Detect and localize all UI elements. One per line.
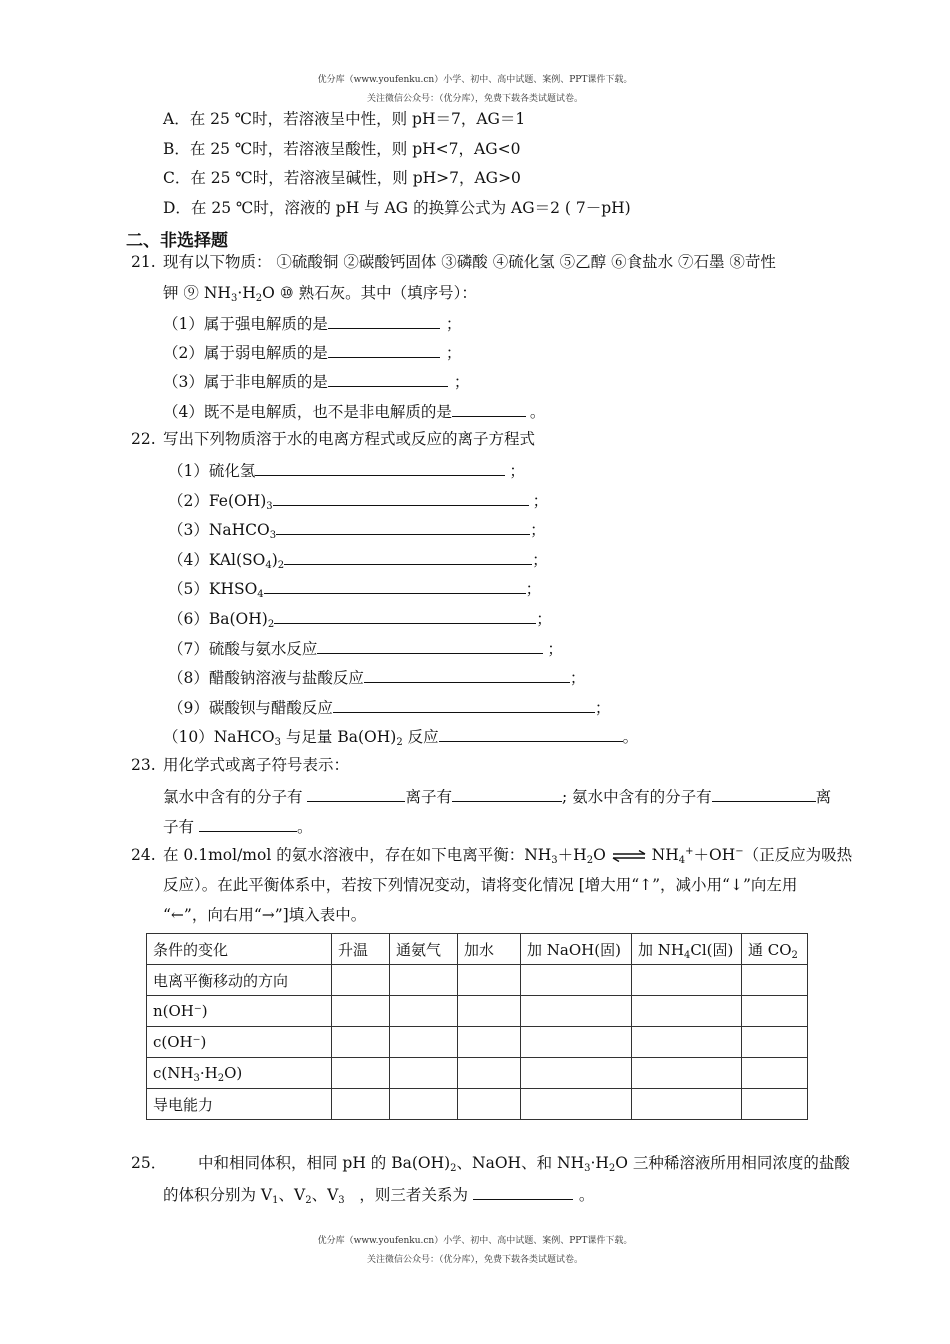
header-line-2: 关注微信公众号：（优分库），免费下载各类试题试卷。 — [366, 94, 583, 104]
sub: 4 — [678, 855, 686, 866]
semicolon: ； — [453, 373, 470, 391]
table-header-cell: 加 $NH_4Cl$(固) — [632, 934, 742, 965]
answer-cell[interactable] — [332, 996, 390, 1027]
answer-cell[interactable] — [458, 1058, 521, 1089]
period: 。 — [296, 818, 313, 836]
q25-text-d: O 三种稀溶液所用相同浓度的盐酸 — [615, 1154, 850, 1172]
answer-cell[interactable] — [521, 996, 632, 1027]
answer-blank[interactable] — [439, 724, 623, 742]
q22-item-3-label: （3）NaHCO — [168, 521, 270, 539]
option-d: D．在 25 ℃时，溶液的 pH 与 AG 的换算公式为 AG＝2 ( 7－pH) — [163, 199, 631, 217]
q21-part-3 — [163, 369, 469, 393]
sub: 2 — [450, 1163, 457, 1174]
q25-text-b: 、NaOH、和 NH — [456, 1154, 585, 1172]
answer-cell[interactable] — [742, 996, 808, 1027]
q24-number: 24. — [131, 846, 156, 864]
q22-item-4 — [168, 547, 548, 571]
answer-blank[interactable] — [328, 369, 448, 387]
answer-blank[interactable] — [328, 311, 440, 329]
table-header-cell: 加 NaOH(固) — [521, 934, 632, 965]
table-header-cell: 加水 — [458, 934, 521, 965]
sub: 2 — [586, 855, 594, 866]
semicolon: ； — [530, 521, 546, 539]
answer-blank[interactable] — [284, 547, 532, 565]
q23-ions-label: 子有 — [163, 818, 199, 836]
row-label: n(OH⁻) — [147, 996, 332, 1027]
sub: 3 — [269, 530, 277, 541]
footer-line-2: 关注微信公众号：（优分库），免费下载各类试题试卷。 — [366, 1255, 583, 1265]
q21-line-2-b: ·H — [237, 284, 256, 302]
change-table — [146, 933, 808, 1120]
answer-blank[interactable] — [274, 606, 536, 624]
semicolon: ； — [445, 344, 462, 362]
q22-item-10-label: （10）NaHCO — [163, 728, 275, 746]
answer-blank[interactable] — [333, 695, 595, 713]
answer-blank[interactable] — [452, 399, 526, 417]
paren: ) — [271, 551, 278, 569]
q24-line-2: 反应）。在此平衡体系中，若按下列情况变动，请将变化情况 [增大用“↑”，减小用“↓”向左用 — [163, 876, 798, 894]
answer-cell[interactable] — [390, 1027, 458, 1058]
q22-title: 写出下列物质溶于水的电离方程式或反应的离子方程式 — [163, 430, 536, 448]
sub: 3 — [551, 855, 558, 866]
q22-item-7 — [168, 636, 563, 660]
answer-cell[interactable] — [521, 1089, 632, 1120]
q25-text-h: ，则三者关系为 — [344, 1186, 473, 1204]
answer-cell[interactable] — [390, 1089, 458, 1120]
q25-text-g: 、V — [311, 1186, 339, 1204]
q23-chlorine-ions: 离子有 — [405, 788, 452, 806]
answer-cell[interactable] — [458, 996, 521, 1027]
q24-text-e: ＋OH — [693, 846, 736, 864]
sub: 2 — [277, 560, 285, 571]
q22-number: 22. — [131, 430, 156, 448]
sub: 2 — [267, 619, 275, 630]
answer-cell[interactable] — [521, 1027, 632, 1058]
table-row — [147, 965, 808, 996]
table-header-cell: 通 $CO_2$ — [742, 934, 808, 965]
table-row — [147, 1058, 808, 1089]
row-label: 导电能力 — [147, 1089, 332, 1120]
answer-blank[interactable] — [199, 814, 297, 832]
semicolon: ； — [547, 640, 563, 658]
table-row — [147, 1027, 808, 1058]
q22-item-1-label: （1）硫化氢 — [168, 462, 256, 480]
q21-line-2-c: O ⑩ 熟石灰。其中（填序号）： — [262, 284, 477, 302]
sup: + — [685, 846, 694, 857]
answer-cell[interactable] — [742, 1089, 808, 1120]
q21-line-2 — [163, 282, 477, 304]
semicolon: ； — [525, 580, 542, 598]
period: 。 — [578, 1186, 595, 1204]
q21-part-1-label: （1）属于强电解质的是 — [163, 315, 328, 333]
answer-blank[interactable] — [473, 1182, 573, 1200]
q22-item-10-end: 反应 — [402, 728, 439, 746]
table-row — [147, 1089, 808, 1120]
answer-cell[interactable] — [742, 1058, 808, 1089]
answer-blank[interactable] — [328, 340, 440, 358]
semicolon: ； — [509, 462, 525, 480]
q21-part-4-label: （4）既不是电解质，也不是非电解质的是 — [163, 403, 452, 421]
footer-line-1: 优分库（www.youfenku.cn）小学、初中、高中试题、案例、PPT课件下载。 — [317, 1236, 633, 1246]
answer-cell[interactable] — [390, 965, 458, 996]
answer-cell[interactable] — [390, 996, 458, 1027]
option-b: B．在 25 ℃时，若溶液呈酸性，则 pH<7，AG<0 — [163, 140, 521, 158]
q24-text-c: O — [593, 846, 606, 864]
q25-text-a: 中和相同体积，相同 pH 的 Ba(OH) — [198, 1154, 451, 1172]
sub: 3 — [230, 293, 238, 304]
sub: 2 — [255, 293, 263, 304]
q25-line-2 — [163, 1182, 594, 1206]
answer-cell[interactable] — [332, 1089, 390, 1120]
table-header-cell: 通氨气 — [390, 934, 458, 965]
sub: 2 — [608, 1163, 616, 1174]
q24-text-a: 在 0.1mol/mol 的氨水溶液中，存在如下电离平衡：NH — [163, 846, 552, 864]
answer-cell[interactable] — [521, 965, 632, 996]
q21-part-4 — [163, 399, 545, 423]
q24-text-f: （正反应为吸热 — [743, 846, 853, 864]
row-label: 电离平衡移动的方向 — [147, 965, 332, 996]
semicolon: ； — [445, 315, 462, 333]
q22-item-2-label: （2）Fe(OH) — [168, 492, 267, 510]
q23-line-2 — [163, 784, 831, 808]
sub: 2 — [305, 1195, 312, 1206]
q23-ammonia-ions: 离 — [815, 788, 832, 806]
q21-part-2-label: （2）属于弱电解质的是 — [163, 344, 328, 362]
q21-line-2-a: 钾 ⑨ NH — [163, 284, 231, 302]
answer-cell[interactable] — [390, 1058, 458, 1089]
answer-blank[interactable] — [364, 665, 570, 683]
q22-item-2 — [168, 488, 548, 512]
table-header-cell: 升温 — [332, 934, 390, 965]
option-a: A．在 25 ℃时，若溶液呈中性，则 pH＝7，AG＝1 — [163, 110, 526, 128]
answer-cell[interactable] — [332, 1027, 390, 1058]
q21-part-1 — [163, 311, 461, 335]
section-title: 二、非选择题 — [126, 231, 228, 251]
q23-number: 23. — [131, 756, 156, 774]
answer-cell[interactable] — [632, 1027, 742, 1058]
q22-item-10 — [163, 724, 638, 748]
answer-cell[interactable] — [332, 1058, 390, 1089]
period: 。 — [529, 403, 546, 421]
sub: 4 — [257, 589, 264, 600]
answer-blank[interactable] — [255, 458, 505, 476]
q22-item-9-label: （9）碳酸钡与醋酸反应 — [168, 699, 333, 717]
answer-cell[interactable] — [458, 1089, 521, 1120]
answer-blank[interactable] — [452, 784, 562, 802]
q21-line-1: 现有以下物质： ①硫酸铜 ②碳酸钙固体 ③磷酸 ④硫化氢 ⑤乙醇 ⑥食盐水 ⑦石墨 ⑧苛性 — [163, 253, 776, 271]
semicolon: ； — [532, 551, 548, 569]
table-header-row — [147, 934, 808, 965]
answer-cell[interactable] — [332, 965, 390, 996]
table-header-cell: 条件的变化 — [147, 934, 332, 965]
answer-cell[interactable] — [458, 965, 521, 996]
q21-part-3-label: （3）属于非电解质的是 — [163, 373, 328, 391]
sub: 2 — [396, 737, 403, 748]
q24-line-1 — [163, 844, 852, 866]
q24-text-b: ＋H — [557, 846, 587, 864]
answer-blank[interactable] — [273, 488, 529, 506]
option-c: C．在 25 ℃时，若溶液呈碱性，则 pH>7，AG>0 — [163, 169, 521, 187]
q22-item-7-label: （7）硫酸与氨水反应 — [168, 640, 318, 658]
q24-line-3: “←”，向右用“→”]填入表中。 — [163, 906, 367, 924]
q22-item-3 — [168, 517, 546, 541]
q22-item-1 — [168, 458, 525, 482]
sub: 3 — [338, 1195, 345, 1206]
q22-item-10-mid: 与足量 Ba(OH) — [281, 728, 397, 746]
sub: 3 — [584, 1163, 591, 1174]
sub: 3 — [266, 501, 273, 512]
q23-title: 用化学式或离子符号表示： — [163, 756, 350, 774]
semicolon: ； — [536, 610, 552, 628]
header-line-1: 优分库（www.youfenku.cn）小学、初中、高中试题、案例、PPT课件下载。 — [317, 75, 633, 85]
q25-line-1 — [198, 1152, 850, 1174]
semicolon: ； — [532, 492, 549, 510]
q22-item-8-label: （8）醋酸钠溶液与盐酸反应 — [168, 669, 364, 687]
table-row — [147, 996, 808, 1027]
q25-text-f: 、V — [278, 1186, 306, 1204]
answer-cell[interactable] — [742, 1027, 808, 1058]
q22-item-5 — [168, 576, 541, 600]
q24-text-d: NH — [646, 846, 679, 864]
answer-cell[interactable] — [742, 965, 808, 996]
answer-cell[interactable] — [632, 996, 742, 1027]
q22-item-4-label: （4）KAl(SO — [168, 551, 266, 569]
q25-number: 25． — [131, 1154, 167, 1172]
q25-text-c: ·H — [590, 1154, 609, 1172]
row-label: c(OH⁻) — [147, 1027, 332, 1058]
q21-number: 21. — [131, 253, 156, 271]
equilibrium-arrow-icon — [611, 850, 647, 862]
q22-item-6-label: （6）Ba(OH) — [168, 610, 268, 628]
q22-item-6 — [168, 606, 552, 630]
row-label: $c(NH_3\cdot H_2O)$ — [147, 1058, 332, 1089]
answer-cell[interactable] — [632, 1089, 742, 1120]
sub: 1 — [272, 1195, 279, 1206]
answer-cell[interactable] — [632, 965, 742, 996]
answer-cell[interactable] — [458, 1027, 521, 1058]
answer-blank[interactable] — [307, 784, 405, 802]
q21-part-2 — [163, 340, 461, 364]
q23-chlorine-molecules: 氯水中含有的分子有 — [163, 788, 308, 806]
sup: − — [735, 846, 744, 857]
semicolon: ； — [569, 669, 586, 687]
answer-cell[interactable] — [632, 1058, 742, 1089]
answer-blank[interactable] — [276, 517, 530, 535]
sub: 4 — [265, 560, 272, 571]
q22-item-8 — [168, 665, 585, 689]
answer-blank[interactable] — [317, 636, 543, 654]
q22-item-5-label: （5）KHSO — [168, 580, 258, 598]
q23-ammonia-molecules: ; 氨水中含有的分子有 — [561, 788, 712, 806]
answer-cell[interactable] — [521, 1058, 632, 1089]
q25-text-e: 的体积分别为 V — [163, 1186, 273, 1204]
sub: 3 — [274, 737, 281, 748]
answer-blank[interactable] — [712, 784, 816, 802]
q23-line-3 — [163, 814, 312, 838]
semicolon: ； — [594, 699, 611, 717]
period: 。 — [622, 728, 639, 746]
q22-item-9 — [168, 695, 610, 719]
answer-blank[interactable] — [264, 576, 526, 594]
